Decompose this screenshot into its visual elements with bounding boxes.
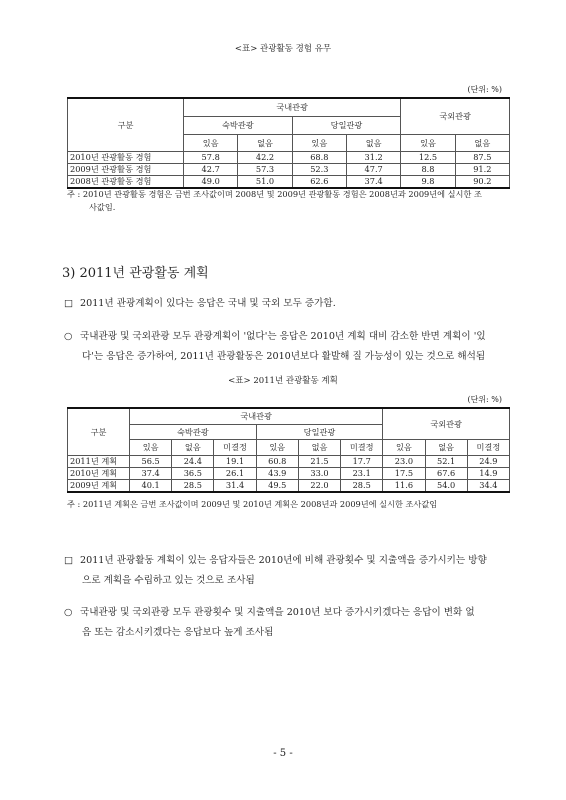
table2-header-yes: 있음 [383, 440, 425, 456]
table-cell: 17.7 [341, 456, 383, 468]
table-cell: 52.1 [425, 456, 467, 468]
table-cell: 37.4 [130, 468, 172, 480]
table-cell: 21.5 [298, 456, 340, 468]
table2-header-no: 없음 [298, 440, 340, 456]
table-cell: 49.5 [256, 480, 298, 493]
circle-bullet-icon: ○ [64, 331, 73, 342]
row-label: 2009년 관광활동 경험 [68, 164, 184, 176]
table-cell: 60.8 [256, 456, 298, 468]
table1-unit: (단위: %) [467, 85, 502, 94]
table-cell: 9.8 [401, 176, 455, 189]
table-cell: 26.1 [214, 468, 256, 480]
table-cell: 91.2 [455, 164, 509, 176]
table2-note: 주 : 2011년 계획은 금번 조사값이며 2009년 및 2010년 계획은 2008년과 2009년에 실시한 조사값임 [67, 499, 438, 509]
table-cell: 62.6 [292, 176, 346, 189]
table-cell: 47.7 [346, 164, 400, 176]
table-cell: 23.1 [341, 468, 383, 480]
table-cell: 8.8 [401, 164, 455, 176]
table-row [68, 468, 510, 480]
table1-header-category: 구분 [68, 98, 184, 152]
table-cell: 57.3 [238, 164, 292, 176]
circle-bullet-icon: ○ [64, 607, 73, 618]
table-cell: 51.0 [238, 176, 292, 189]
table1 [67, 97, 510, 189]
paragraph-text: 2011년 관광활동 계획이 있는 응답자들은 2010년에 비해 관광횟수 및 지출액을 증가시키는 방향 [80, 555, 487, 566]
table-cell: 87.5 [455, 152, 509, 164]
paragraph-text: 국내관광 및 국외관광 모두 관광계획이 '없다'는 응답은 2010년 계획 대비 감소한 반면 계획이 '있 [80, 331, 486, 342]
table-cell: 33.0 [298, 468, 340, 480]
paragraph-text: 국내관광 및 국외관광 모두 관광횟수 및 지출액을 2010년 보다 증가시키겠다는 응답이 변화 없 [80, 607, 475, 618]
table-cell: 90.2 [455, 176, 509, 189]
table1-note [67, 188, 512, 214]
table2-header-overseas: 국외관광 [383, 408, 510, 440]
table-row [68, 480, 510, 493]
paragraph-text: 으로 계획을 수립하고 있는 것으로 조사됨 [82, 575, 255, 586]
table1-header-no: 없음 [455, 135, 509, 152]
table-cell: 23.0 [383, 456, 425, 468]
paragraph-closing-1 [64, 551, 514, 591]
table1-header-overseas: 국외관광 [401, 98, 510, 135]
table1-header-no: 없음 [346, 135, 400, 152]
table1-note-line2: 사값임. [89, 202, 116, 212]
table1-note-line1: 주 : 2010년 관광활동 경험은 금번 조사값이며 2008년 및 2009년 관광활동 경험은 2008년과 2009년에 실시한 조 [67, 189, 482, 199]
table-cell: 34.4 [467, 480, 509, 493]
table2-header-overnight: 숙박관광 [130, 424, 257, 440]
table2-caption: <표> 2011년 관광활동 계획 [228, 376, 338, 386]
box-bullet-icon: □ [64, 555, 74, 566]
table-cell: 28.5 [341, 480, 383, 493]
table-cell: 67.6 [425, 468, 467, 480]
table2-header-domestic: 국내관광 [130, 408, 383, 424]
paragraph-closing-2 [64, 603, 514, 643]
table-row [68, 176, 510, 189]
table-cell: 12.5 [401, 152, 455, 164]
table2-header-yes: 있음 [256, 440, 298, 456]
table-cell: 31.4 [214, 480, 256, 493]
table1-header-no: 없음 [238, 135, 292, 152]
table-cell: 40.1 [130, 480, 172, 493]
table2-header-yes: 있음 [130, 440, 172, 456]
table-cell: 56.5 [130, 456, 172, 468]
table2-header-undecided: 미결정 [341, 440, 383, 456]
table-cell: 22.0 [298, 480, 340, 493]
row-label: 2011년 계획 [68, 456, 130, 468]
table2-header-daytrip: 당일관광 [256, 424, 383, 440]
row-label: 2010년 관광활동 경험 [68, 152, 184, 164]
row-label: 2008년 관광활동 경험 [68, 176, 184, 189]
row-label: 2009년 계획 [68, 480, 130, 493]
table1-header-domestic: 국내관광 [184, 98, 401, 117]
box-bullet-icon: □ [64, 298, 74, 309]
paragraph-text: 다'는 응답은 증가하여, 2011년 관광활동은 2010년보다 활발해 질 가능성이 있는 것으로 해석됨 [82, 351, 486, 362]
row-label: 2010년 계획 [68, 468, 130, 480]
table1-header-yes: 있음 [292, 135, 346, 152]
paragraph-text: 음 또는 감소시키겠다는 응답보다 높게 조사됨 [82, 627, 274, 638]
table1-header-overnight: 숙박관광 [184, 117, 293, 135]
table-cell: 42.2 [238, 152, 292, 164]
table-cell: 31.2 [346, 152, 400, 164]
table2-unit: (단위: %) [467, 395, 502, 404]
table-cell: 52.3 [292, 164, 346, 176]
table-row [68, 164, 510, 176]
section-title: 3) 2011년 관광활동 계획 [62, 266, 209, 281]
table-row [68, 456, 510, 468]
table-cell: 68.8 [292, 152, 346, 164]
table-cell: 42.7 [184, 164, 238, 176]
table2-header-undecided: 미결정 [214, 440, 256, 456]
table1-header-daytrip: 당일관광 [292, 117, 401, 135]
table-cell: 43.9 [256, 468, 298, 480]
table-cell: 36.5 [172, 468, 214, 480]
table1-header-yes: 있음 [184, 135, 238, 152]
table2-header-no: 없음 [425, 440, 467, 456]
table-cell: 17.5 [383, 468, 425, 480]
table-cell: 24.4 [172, 456, 214, 468]
table-cell: 49.0 [184, 176, 238, 189]
table-cell: 37.4 [346, 176, 400, 189]
table2 [67, 407, 510, 493]
paragraph-detail [64, 327, 514, 367]
table-cell: 24.9 [467, 456, 509, 468]
page-number: - 5 - [273, 748, 293, 759]
table-cell: 54.0 [425, 480, 467, 493]
table1-caption: <표> 관광활동 경험 유무 [234, 44, 332, 54]
table2-header-category: 구분 [68, 408, 130, 456]
table-cell: 14.9 [467, 468, 509, 480]
paragraph-summary [64, 294, 514, 314]
table-cell: 19.1 [214, 456, 256, 468]
table-cell: 57.8 [184, 152, 238, 164]
paragraph-text: 2011년 관광계획이 있다는 응답은 국내 및 국외 모두 증가함. [80, 298, 336, 309]
table2-header-undecided: 미결정 [467, 440, 509, 456]
table-cell: 28.5 [172, 480, 214, 493]
table2-header-no: 없음 [172, 440, 214, 456]
table-row [68, 152, 510, 164]
table-cell: 11.6 [383, 480, 425, 493]
table1-header-yes: 있음 [401, 135, 455, 152]
